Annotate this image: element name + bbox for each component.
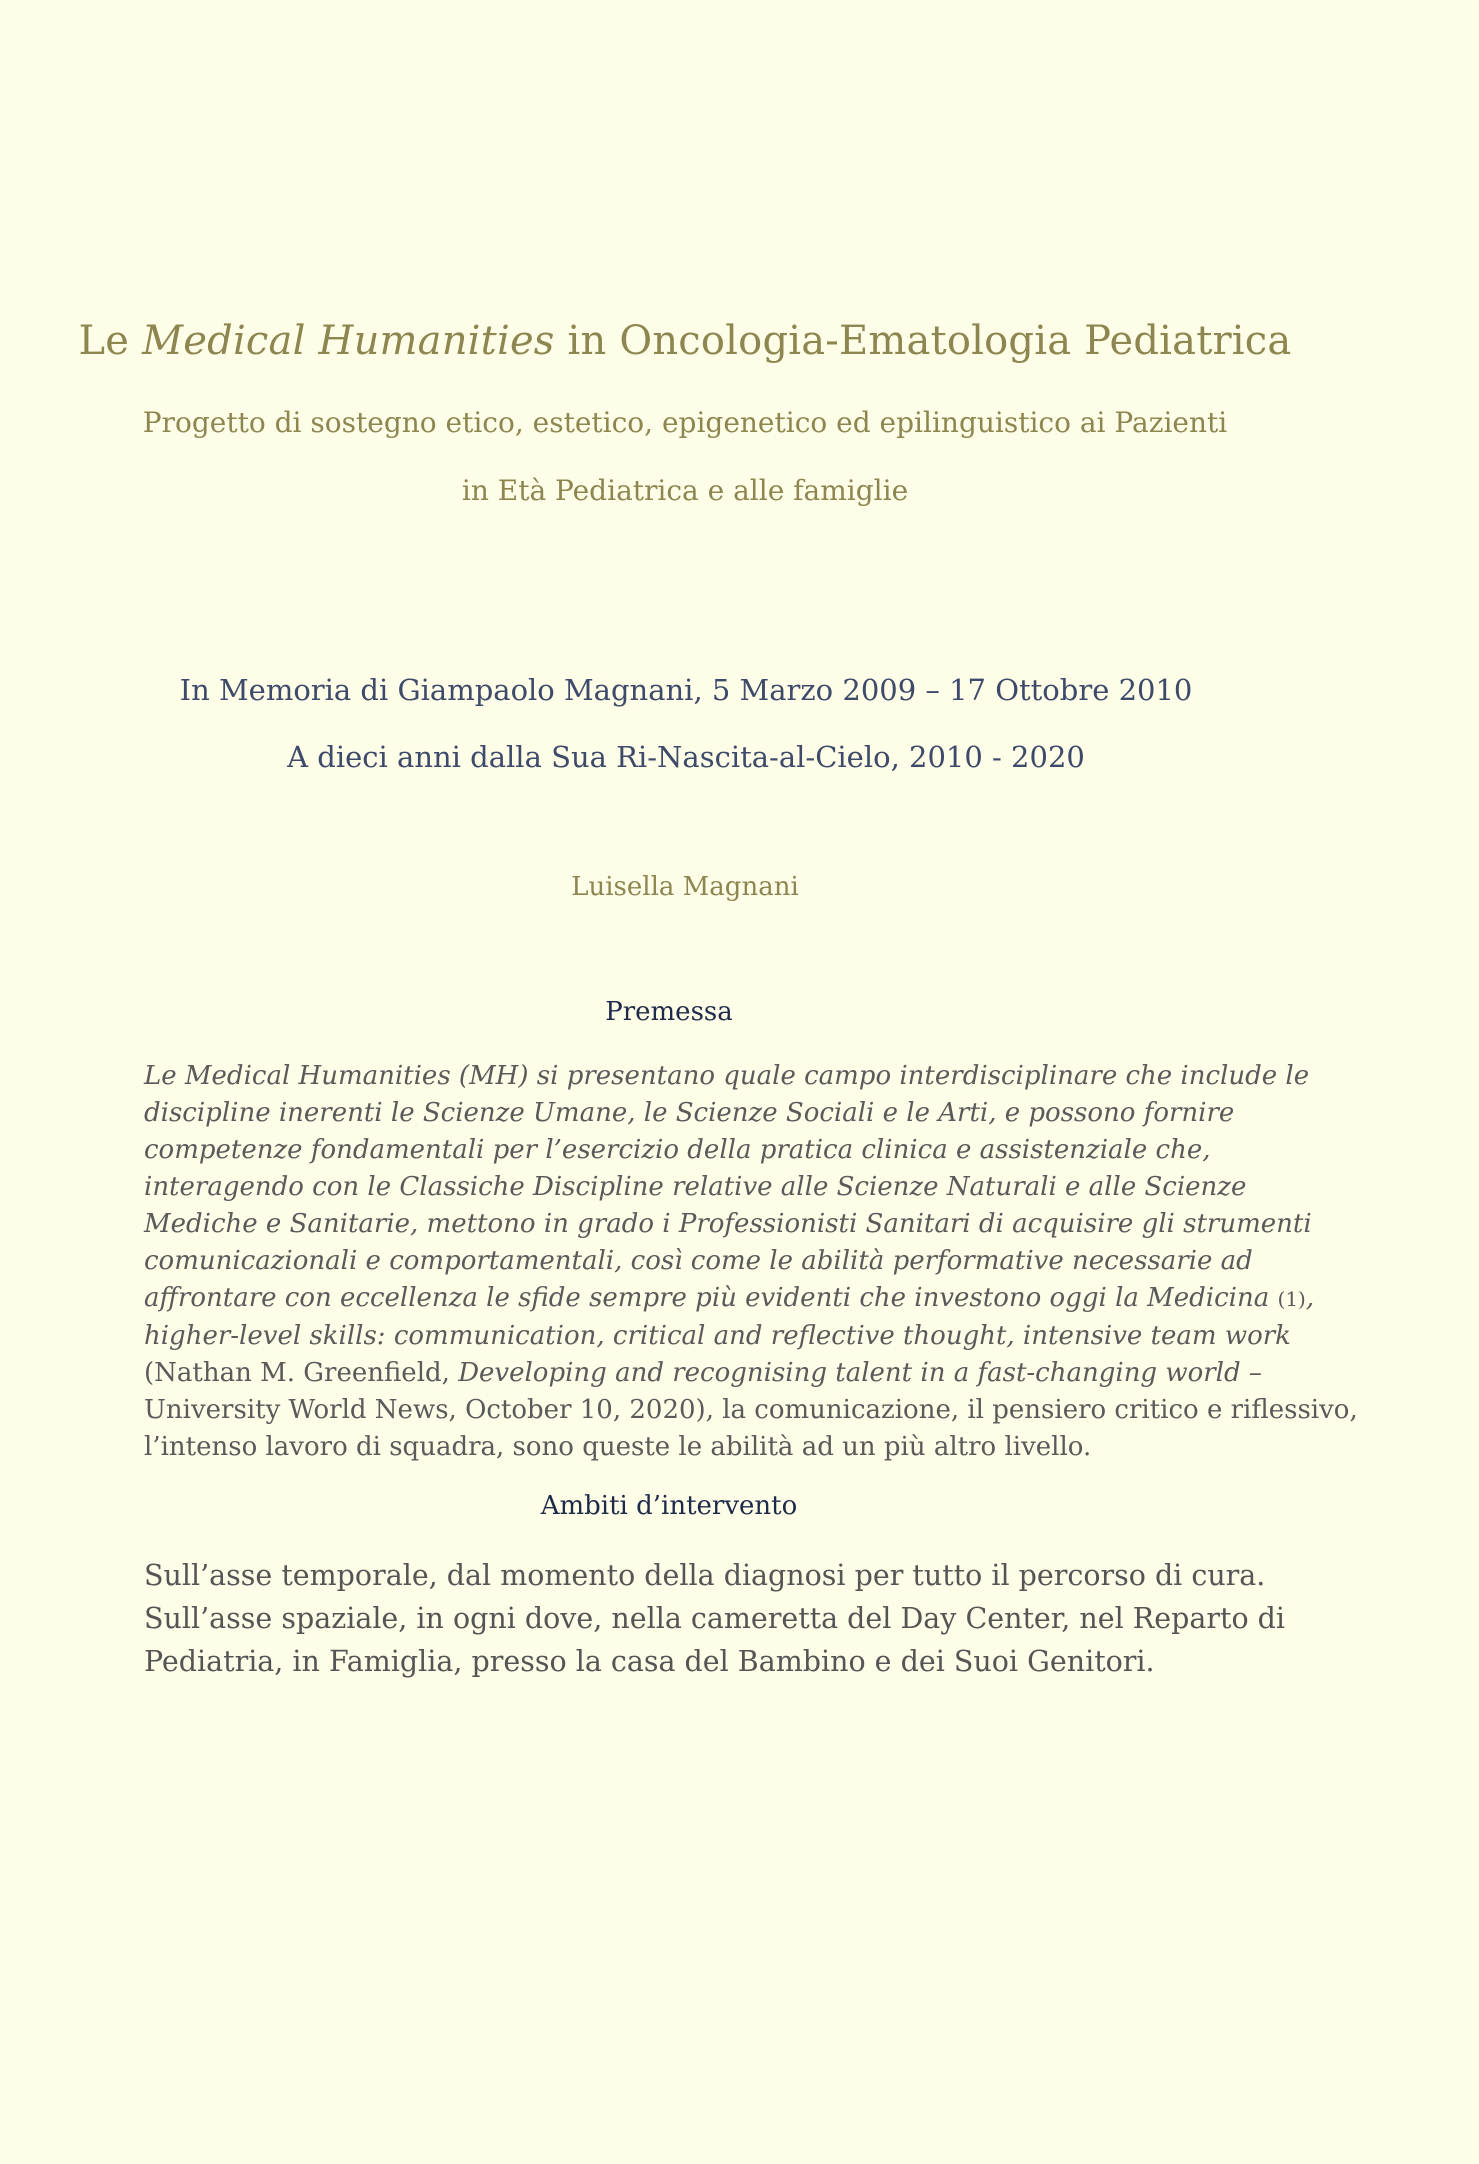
subtitle-line-1: Progetto di sostegno etico, estetico, epigenetico ed epilinguistico ai Pazienti [142,406,1228,439]
title-suffix: in Oncologia-Ematologia Pediatrica [554,318,1292,364]
section-heading-ambiti: Ambiti d’intervento [540,1491,798,1521]
premessa-citation-author: (Nathan M. Greenfield, [144,1358,459,1388]
section-heading-premessa: Premessa [605,997,733,1027]
premessa-italic-main: Le Medical Humanities (MH) si presentano quale campo interdisciplinare che include le discipline inerenti le Scienze Umane, le Scienze Sociali e le Arti, e possono fornire competenze fondamentali per l’esercizio della pratica clinica e assistenziale che, interagendo con le Classiche Discipline relative alle Scienze Naturali e alle Scienze Mediche e Sanitarie, mettono in grado i Professionisti Sanitari di acquisire gli strumenti comunicazionali e comportamentali, così come le abilità performative necessarie ad affrontare con eccellenza le sfide sempre più evidenti che investono oggi la Medicina [144,1061,1312,1313]
title-italic: Medical Humanities [142,318,555,364]
premessa-reference: (1) [1277,1287,1306,1311]
author-name: Luisella Magnani [571,872,799,902]
title-prefix: Le [78,318,143,364]
subtitle-line-2: in Età Pediatrica e alle famiglie [461,474,909,507]
document-title [0,318,1370,364]
memoria-line-1: In Memoria di Giampaolo Magnani, 5 Marzo 2009 – 17 Ottobre 2010 [179,673,1193,707]
memoria-line-2: A dieci anni dalla Sua Ri-Nascita-al-Cielo, 2010 - 2020 [287,740,1085,774]
premessa-citation-rest: – University World News, October 10, 2020), la comunicazione, il pensiero critico e riflessivo, l’intenso lavoro di squadra, sono queste le abilità ad un più altro livello. [144,1358,1358,1462]
premessa-citation-title: Developing and recognising talent in a fast-changing world [458,1358,1241,1388]
premessa-italic-skills: , higher-level skills: communication, critical and reflective thought, intensive team work [144,1283,1315,1351]
ambiti-paragraph: Sull’asse temporale, dal momento della diagnosi per tutto il percorso di cura. Sull’asse spaziale, in ogni dove, nella cameretta del Day Center, nel Reparto di Pediatria, in Famiglia, presso la casa del Bambino e dei Suoi Genitori. [144,1559,1286,1678]
premessa-paragraph [144,1058,1364,1466]
